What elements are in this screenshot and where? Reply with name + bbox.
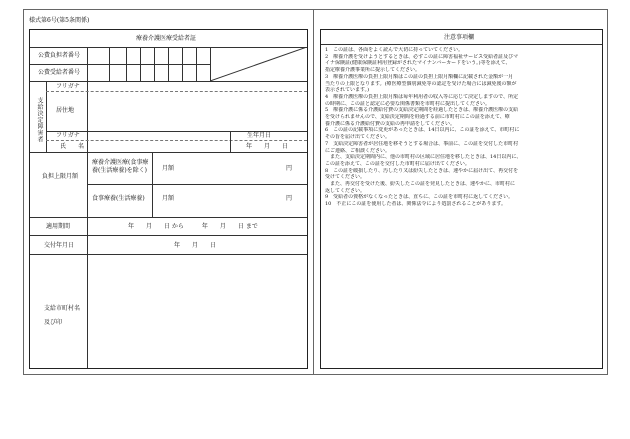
note-line: にご連絡、ご相談ください。 <box>325 147 391 154</box>
note-line: 養介護に係る介護給付費の支給の再申請をしてください。 <box>325 120 456 127</box>
note-line: また、支給決定期間内に、他の市町村の区域に居住地を移したときは、14日以内に、 <box>325 154 522 161</box>
limit-medical-yen: 円 <box>286 165 293 172</box>
limit-meal-monthly: 月額 <box>162 195 175 202</box>
period-value: 年 月 日 から 年 月 日 まで <box>128 223 258 230</box>
recipient-number-label: 公費受給者番号 <box>38 69 81 76</box>
note-line: 10 不正にこの証を使用した者は、関係法令により処罰されることがあります。 <box>325 201 506 208</box>
note-line: その旨を届け出てください。 <box>325 134 391 141</box>
note-line: 受けてください。 <box>325 174 366 181</box>
issue-date-label: 交付年月日 <box>44 242 75 249</box>
note-line: 4 療養介護医療の負担上限月額は毎年利用者の収入等に応じて決定しますので、所定 <box>325 93 519 100</box>
burden-limit-label: 負担上限月額 <box>42 173 79 180</box>
note-line: 3 療養介護医療の負担上限月額はこの証の負担上限月額欄に記載された金額が一月 <box>325 73 514 80</box>
limit-meal-label: 食事療養(生活療養) <box>92 195 145 202</box>
page-divider <box>313 10 314 374</box>
address-label: 居住地 <box>56 107 75 114</box>
note-line: 6 この証の記載事項に変更があったときは、14日以内に、この証を添えて、市町村に <box>325 127 520 134</box>
note-line: の時期に、この証と認定に必要な関係書類を市町村に提出してください。 <box>325 100 491 107</box>
note-line: 返してください。 <box>325 187 366 194</box>
limit-medical-label: 療養介護医療(食事療養(生活療養)を除く) <box>92 159 149 174</box>
note-line: 2 療養介護を受けようとするときは、必ずこの証に障害福祉サービス受給者証及びマ <box>325 53 519 60</box>
note-line: イナ保険証(健康保険証利用登録がされたマイナンバーカードをいう。)等を添えて、 <box>325 60 511 67</box>
note-line: 7 支給決定障害者が居住地を移そうとする場合は、事前に、この証を交付した市町村 <box>325 140 519 147</box>
limit-medical-monthly: 月額 <box>162 165 175 172</box>
form-number: 様式第6号(第5条関係) <box>29 17 90 24</box>
note-line: 表示されています。) <box>325 87 370 94</box>
certificate-sheet <box>23 9 608 375</box>
note-line: 1 この証は、各面をよく読んで大切に持っていてください。 <box>325 47 464 53</box>
birth-date-value: 年 月 日 <box>246 143 289 150</box>
form-title: 療養介護医療受給者証 <box>136 35 197 42</box>
beneficiary-label: 支給決定障害者 <box>36 97 43 143</box>
municipality-label: 支給市町村名及び印 <box>44 305 81 326</box>
issue-date-value: 年 月 日 <box>174 242 217 249</box>
payer-number-label: 公費負担者番号 <box>38 52 81 59</box>
certificate-form <box>29 29 308 369</box>
note-line: また、再交付を受けた後、紛失したこの証を発見したときは、速やかに、市町村に <box>325 181 516 188</box>
name-label: 氏 名 <box>60 143 85 150</box>
notes-title: 注意事項欄 <box>444 34 475 41</box>
furigana-label-2: フリガナ <box>56 132 80 139</box>
furigana-label-1: フリガナ <box>56 83 80 90</box>
notes-panel <box>320 29 603 369</box>
note-line: を受けられませんので、支給決定期間を経過する前に市町村にこの証を添えて、療 <box>325 114 510 121</box>
period-label: 適用期間 <box>46 223 71 230</box>
limit-meal-yen: 円 <box>286 195 293 202</box>
note-line: 5 療養介護に係る介護給付費の支給決定期間を経過したときは、療養介護医療の支給 <box>325 107 519 114</box>
birth-date-label: 生年月日 <box>247 132 272 139</box>
note-line: 指定療養介護事業所に提示してください。 <box>325 67 421 74</box>
note-line: 8 この証を破損したり、汚したり又は紛失したときは、速やかに届け出て、再交付を <box>325 167 519 174</box>
note-line: この証を添えて、この証を交付した市町村に届け出てください。 <box>325 160 470 167</box>
note-line: 当たりの上限となります。(療医療型個別減免等の認定を受けた場合には減免後の額が <box>325 80 517 87</box>
notes-list <box>325 47 597 208</box>
note-line: 9 受給者の資格がなくなったときは、直ちに、この証を市町村に返してください。 <box>325 194 514 201</box>
unused-cell-diagonal <box>210 47 307 81</box>
